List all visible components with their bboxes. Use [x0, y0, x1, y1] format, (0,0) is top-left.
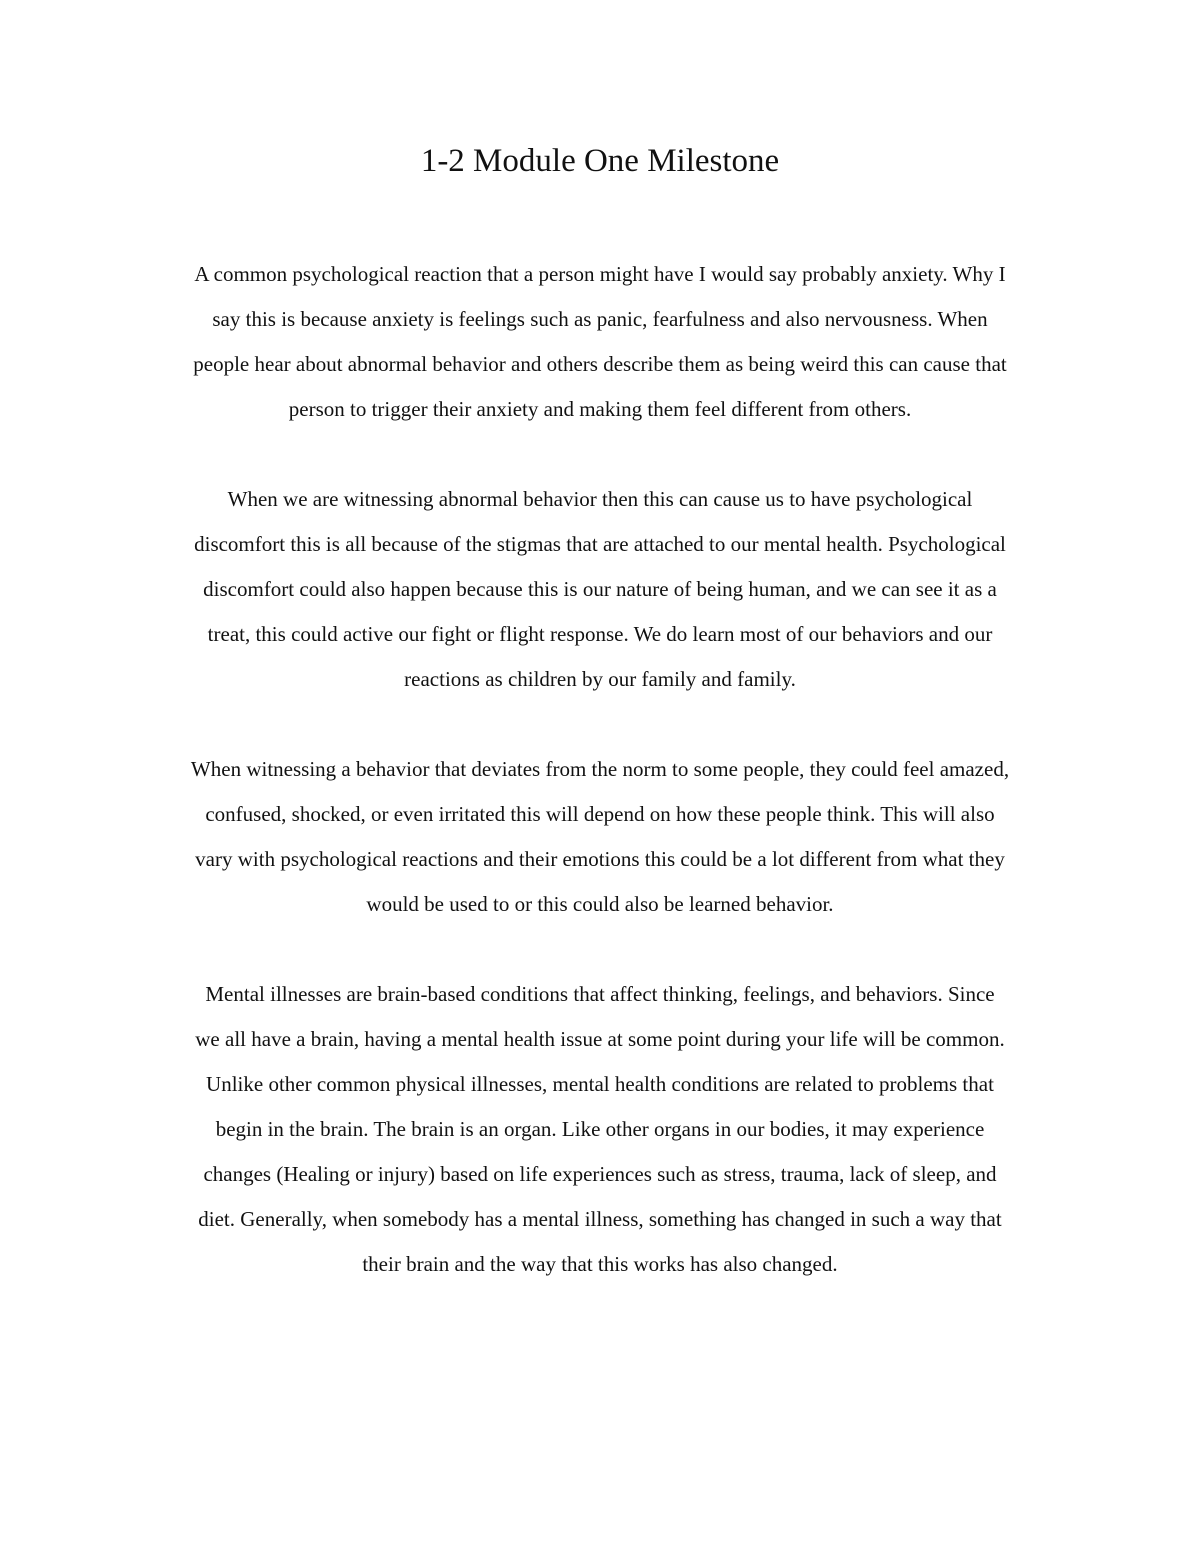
paragraph-line: people hear about abnormal behavior and others describe them as being weird this can cause that [193, 352, 1007, 376]
paragraph-line: When witnessing a behavior that deviates from the norm to some people, they could feel amazed, [190, 757, 1010, 781]
paragraph-line: When we are witnessing abnormal behavior then this can cause us to have psychological [227, 487, 973, 511]
paragraph-line: treat, this could active our fight or flight response. We do learn most of our behaviors and our [207, 622, 993, 646]
document-title: 1-2 Module One Milestone [420, 143, 780, 179]
paragraph-psychological-discomfort [128, 477, 1072, 702]
paragraph-line: Mental illnesses are brain-based conditions that affect thinking, feelings, and behaviors. Since [205, 982, 995, 1006]
paragraph-line: changes (Healing or injury) based on life experiences such as stress, trauma, lack of sleep, and [203, 1162, 997, 1186]
paragraph-line: would be used to or this could also be learned behavior. [366, 892, 834, 916]
paragraph-line: reactions as children by our family and family. [404, 667, 796, 691]
paragraph-deviating-behavior [128, 747, 1072, 927]
paragraph-line: discomfort this is all because of the stigmas that are attached to our mental health. Psychological [194, 532, 1006, 556]
paragraph-line: confused, shocked, or even irritated this will depend on how these people think. This will also [205, 802, 995, 826]
paragraph-anxiety-reaction [128, 252, 1072, 432]
paragraph-line: say this is because anxiety is feelings such as panic, fearfulness and also nervousness. When [212, 307, 988, 331]
document-body [128, 252, 1072, 1332]
paragraph-line: person to trigger their anxiety and making them feel different from others. [288, 397, 912, 421]
paragraph-line: vary with psychological reactions and their emotions this could be a lot different from what they [195, 847, 1005, 871]
paragraph-line: Unlike other common physical illnesses, mental health conditions are related to problems that [206, 1072, 994, 1096]
paragraph-line: discomfort could also happen because this is our nature of being human, and we can see it as a [203, 577, 997, 601]
paragraph-mental-illness [128, 972, 1072, 1287]
paragraph-line: we all have a brain, having a mental health issue at some point during your life will be common. [195, 1027, 1005, 1051]
paragraph-line: begin in the brain. The brain is an organ. Like other organs in our bodies, it may experience [215, 1117, 985, 1141]
paragraph-line: their brain and the way that this works has also changed. [362, 1252, 838, 1276]
paragraph-line: diet. Generally, when somebody has a mental illness, something has changed in such a way that [198, 1207, 1002, 1231]
paragraph-line: A common psychological reaction that a person might have I would say probably anxiety. Why I [194, 262, 1006, 286]
